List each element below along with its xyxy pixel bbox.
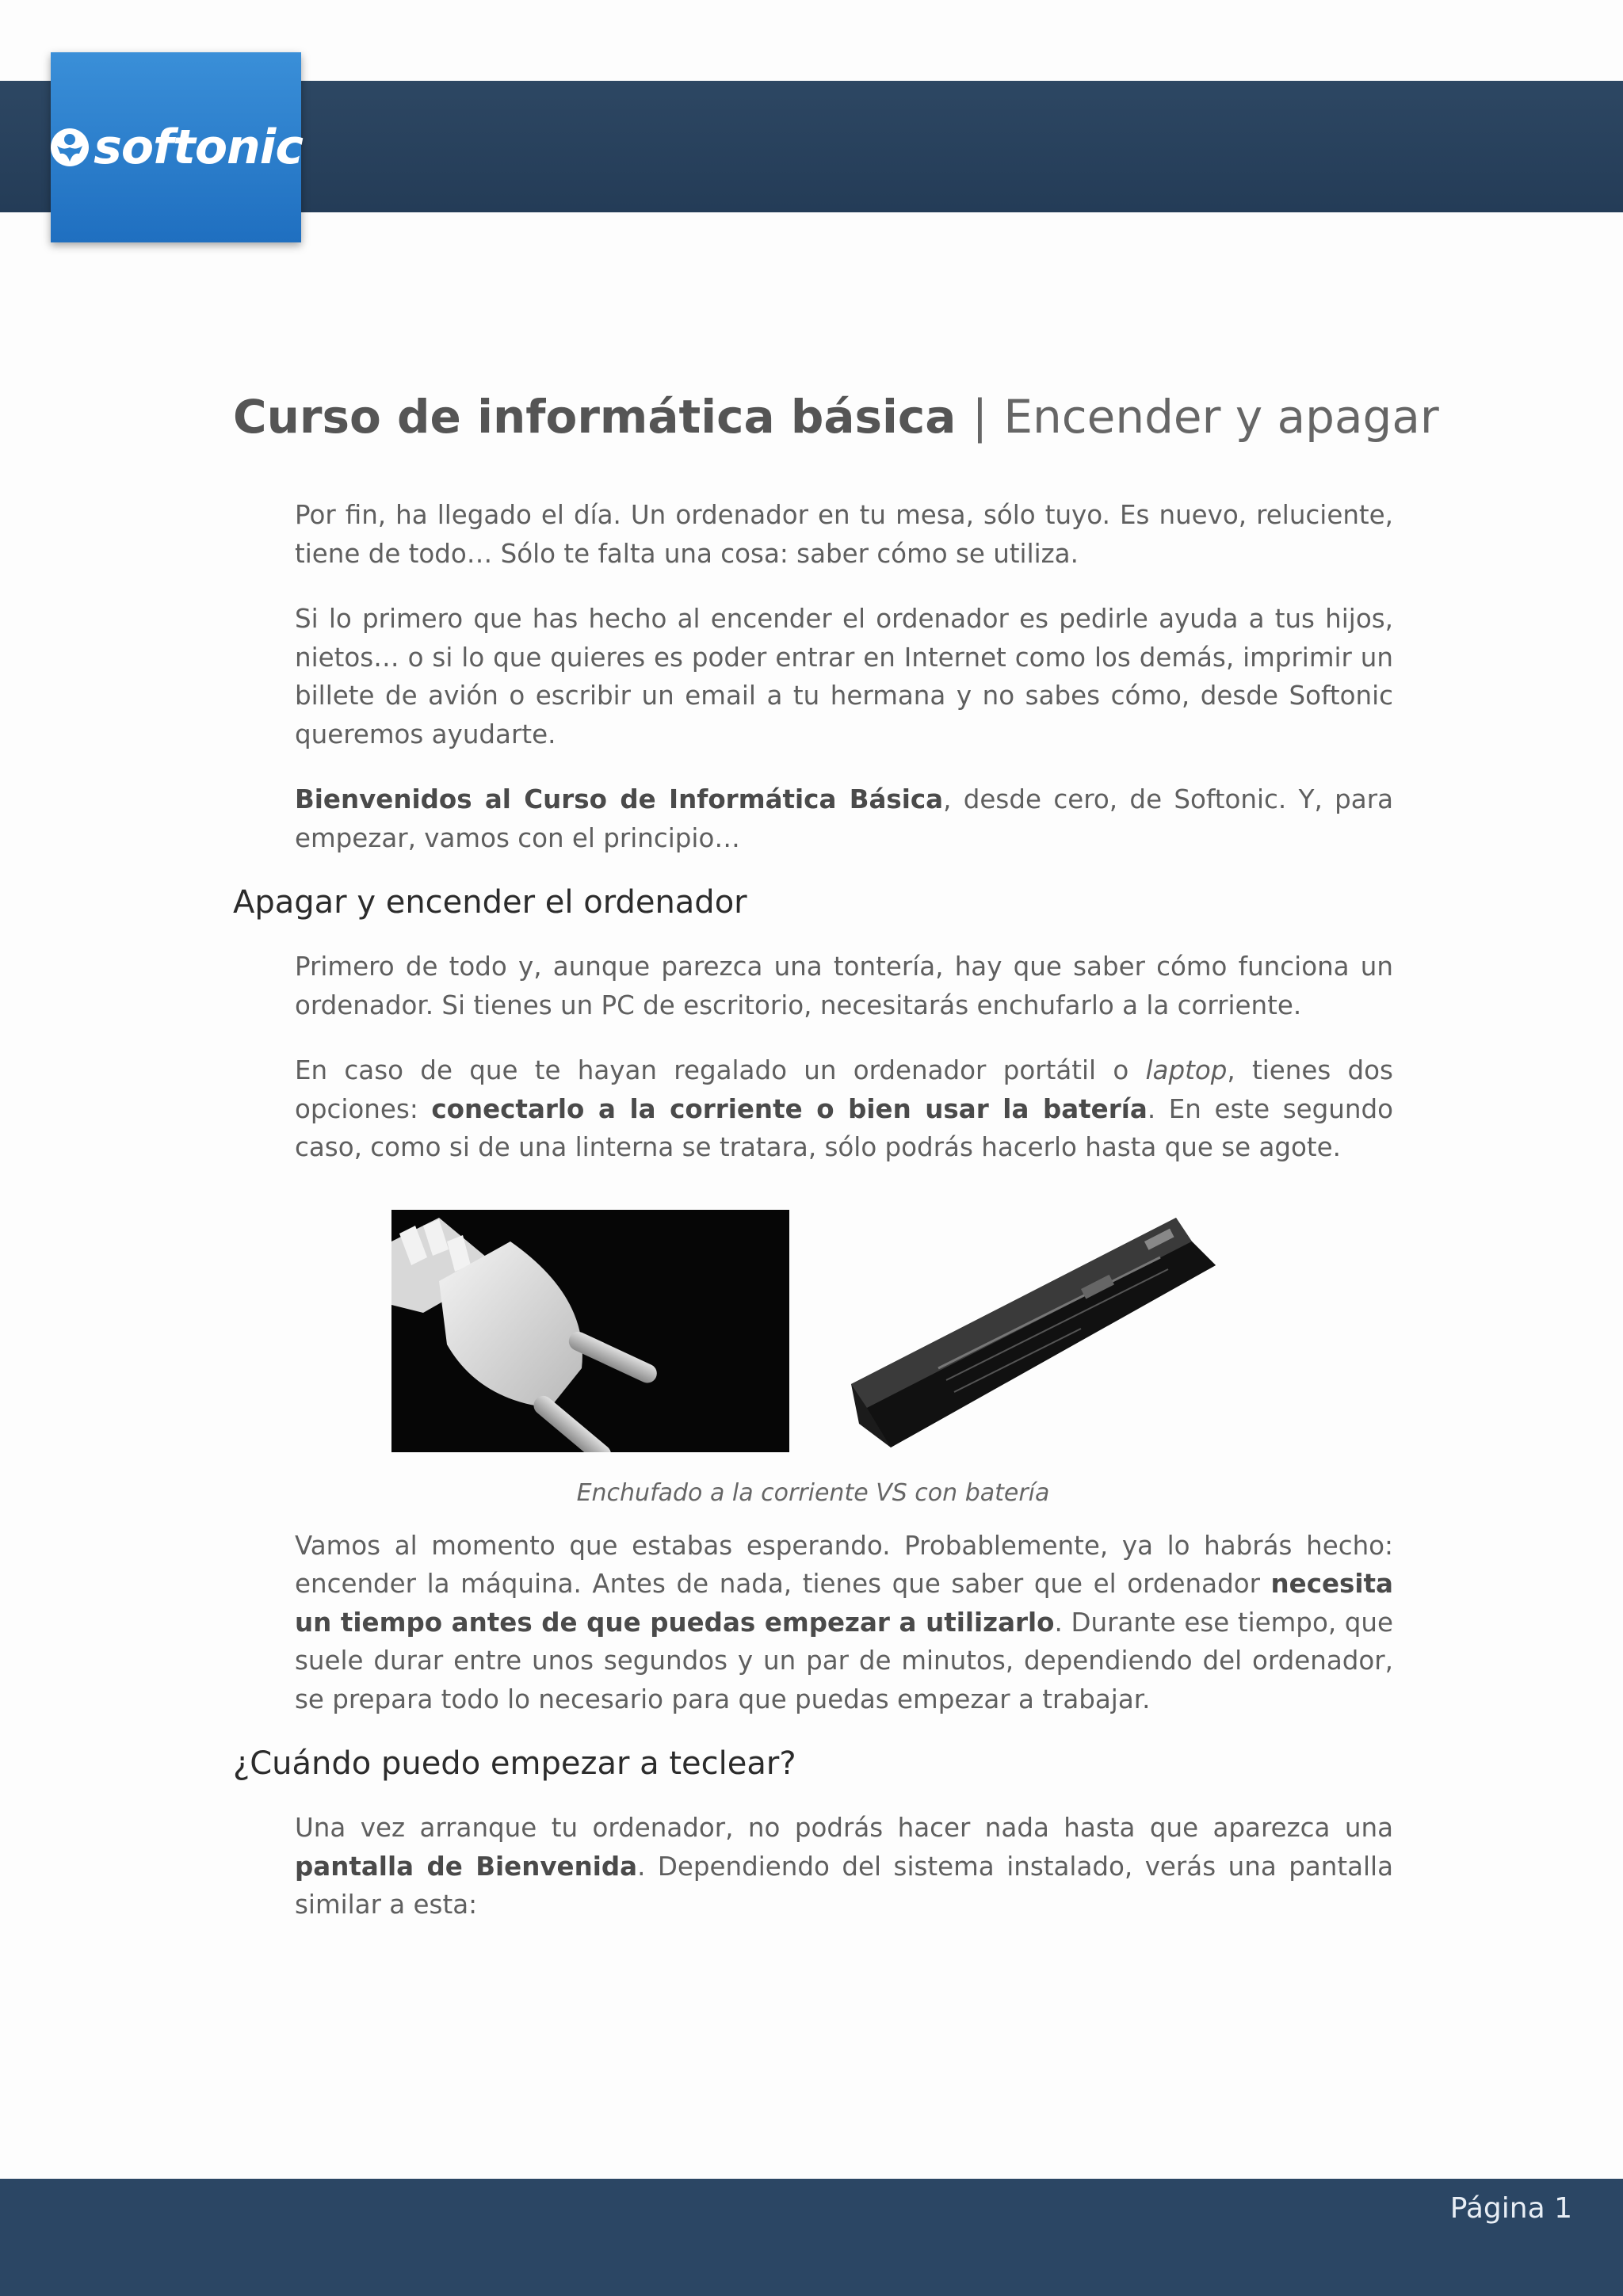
intro-p3-rest: , desde cero, de Softonic. Y, para empezar, vamos con el principio… (295, 784, 1393, 853)
power-plug-icon (391, 1210, 789, 1452)
laptop-battery-icon (843, 1210, 1239, 1452)
p3-bold-time: necesita un tiempo antes de que puedas empezar a utilizarlo (295, 1569, 1393, 1638)
power-paragraph-3 (295, 1527, 1393, 1719)
figure-caption: Enchufado a la corriente VS con batería (576, 1478, 1050, 1507)
logo-text: softonic (94, 120, 303, 175)
title-separator: | (972, 390, 988, 444)
title-main: Curso de informática básica (233, 390, 957, 444)
intro-paragraph-1: Por fin, ha llegado el día. Un ordenador en tu mesa, sólo tuyo. Es nuevo, reluciente, tiene de todo… Sólo te falta una cosa: saber cómo se utiliza. (295, 500, 1393, 569)
section-heading-power: Apagar y encender el ordenador (233, 884, 747, 921)
p2-italic-laptop: laptop (1145, 1055, 1228, 1085)
power-paragraph-1: Primero de todo y, aunque parezca una tontería, hay que saber cómo funciona un ordenador. Si tienes un PC de escritorio, necesitarás enchufarlo a la corriente. (295, 952, 1393, 1020)
footer-bar (0, 2179, 1623, 2296)
title-sub: Encender y apagar (1003, 390, 1439, 444)
intro-paragraph-3 (295, 780, 1393, 857)
power-paragraph-2 (295, 1051, 1393, 1167)
page-number: Página 1 (1449, 2192, 1572, 2225)
t1-a: Una vez arranque tu ordenador, no podrás hacer nada hasta que aparezca una (295, 1813, 1393, 1843)
p2-b: , tienes dos opciones: (295, 1055, 1393, 1124)
p2-c: . En este segundo caso, como si de una linterna se tratara, sólo podrás hacerlo hasta que se agote. (295, 1093, 1393, 1162)
p2-bold-options: conectarlo a la corriente o bien usar la batería (431, 1093, 1148, 1124)
figure-plug-vs-battery (233, 1210, 1393, 1471)
p3-a: Vamos al momento que estabas esperando. Probablemente, ya lo habrás hecho: encender la máquina. Antes de nada, tienes que saber que el ordenador (295, 1530, 1393, 1599)
softonic-logo-icon (49, 127, 90, 168)
p3-b: . Durante ese tiempo, que suele durar entre unos segundos y un par de minutos, dependiendo del ordenador, se prepara todo lo necesario para que puedas empezar a trabajar. (295, 1607, 1394, 1714)
t1-b: . Dependiendo del sistema instalado, verás una pantalla similar a esta: (295, 1851, 1393, 1920)
t1-bold-welcome-screen: pantalla de Bienvenida (295, 1851, 638, 1882)
p2-a: En caso de que te hayan regalado un ordenador portátil o (295, 1055, 1146, 1085)
page-title (233, 372, 1439, 461)
document-content (233, 372, 1439, 1924)
softonic-logo[interactable] (51, 52, 301, 242)
intro-bold-welcome: Bienvenidos al Curso de Informática Básica (295, 784, 944, 814)
intro-paragraph-2: Si lo primero que has hecho al encender el ordenador es pedirle ayuda a tus hijos, nietos… o si lo que quieres es poder entrar en Internet como los demás, imprimir un billete de avión o escribir un email a tu hermana y no sabes cómo, desde Softonic queremos ayudarte. (295, 604, 1393, 749)
typing-paragraph-1 (295, 1809, 1393, 1924)
section-heading-typing: ¿Cuándo puedo empezar a teclear? (233, 1745, 796, 1782)
logo-inner (49, 120, 303, 175)
